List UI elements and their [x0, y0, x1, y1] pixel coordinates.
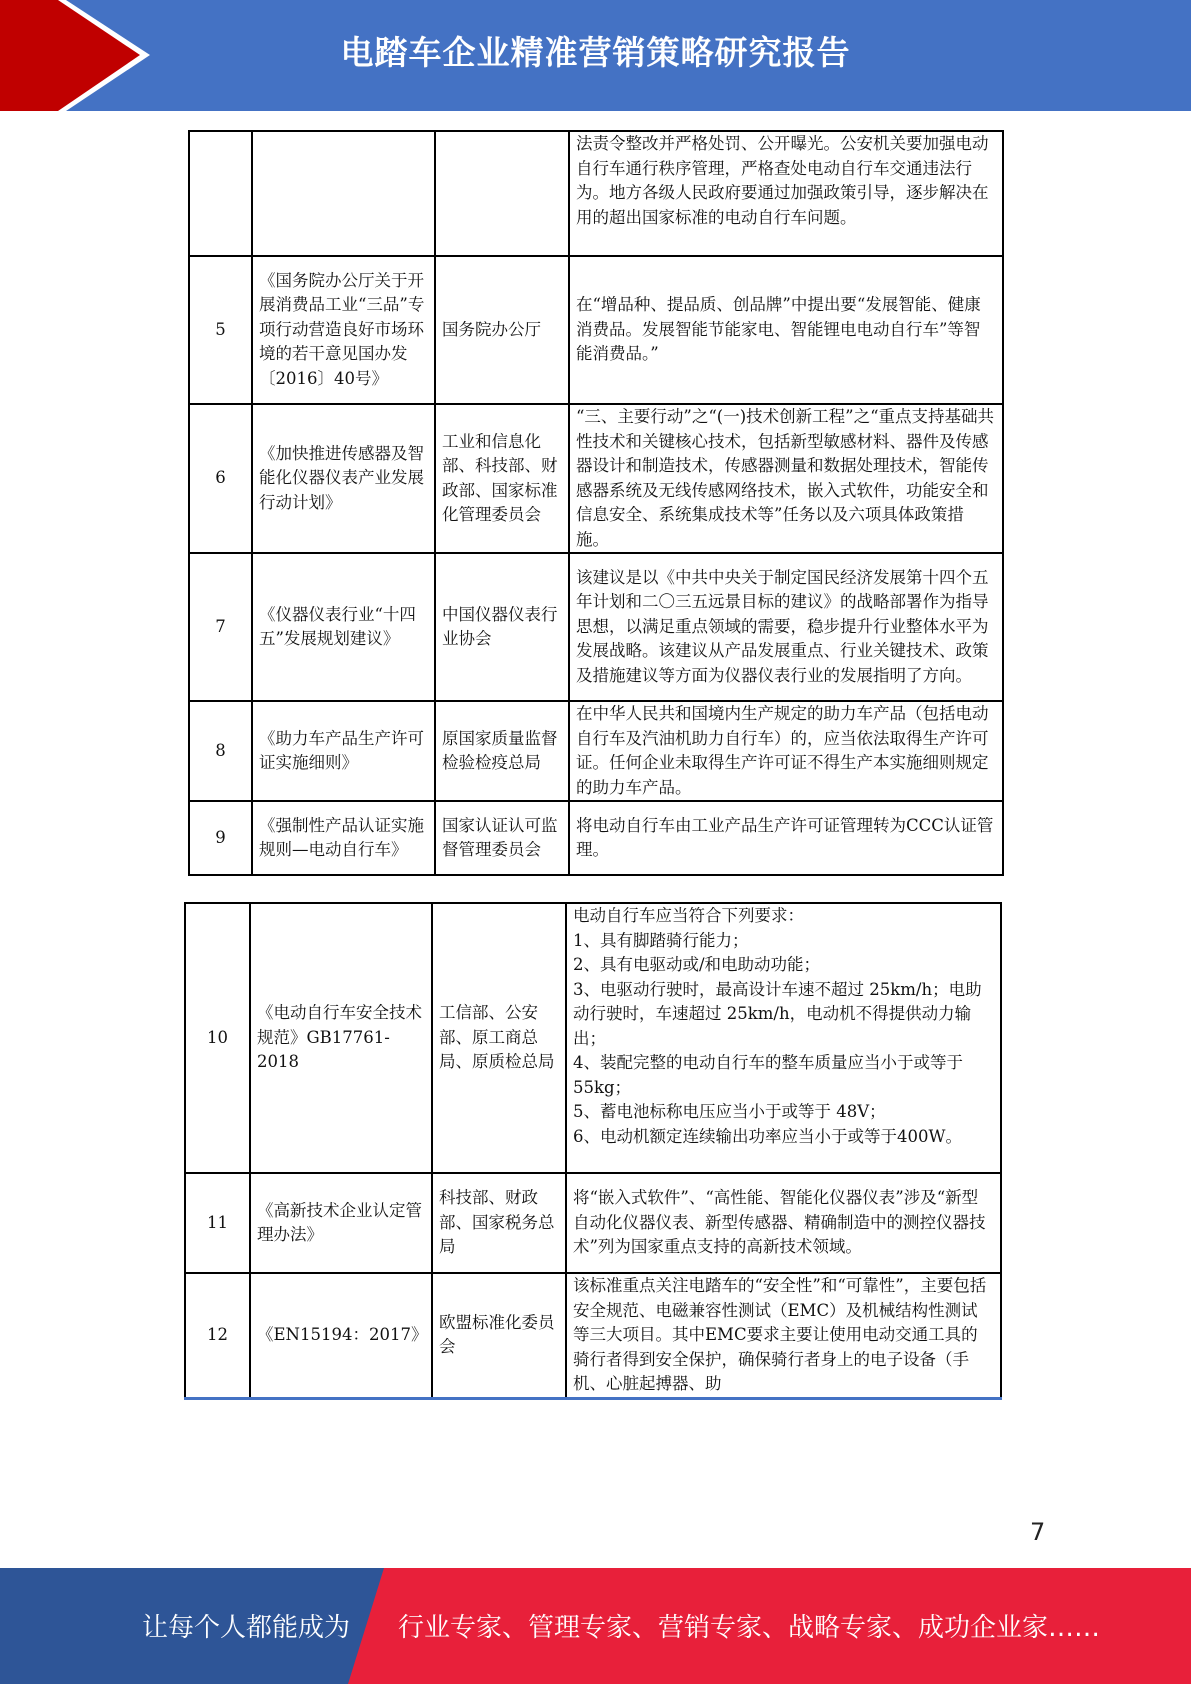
page-number: 7	[1030, 1518, 1046, 1546]
row-number: 5	[189, 256, 252, 404]
requirement-line: 3、电驱动行驶时，最高设计车速不超过 25km/h；电助动行驶时，车速超过 25km/h，电动机不得提供动力输出；	[573, 979, 982, 1048]
issuing-org: 国务院办公厅	[435, 256, 569, 404]
issuing-org: 欧盟标准化委员会	[432, 1273, 566, 1398]
policy-name: 《助力车产品生产许可证实施细则》	[252, 701, 435, 801]
footer-slogan-right: 行业专家、管理专家、营销专家、战略专家、成功企业家……	[398, 1613, 1101, 1643]
row-number: 9	[189, 801, 252, 875]
policy-name: 《电动自行车安全技术规范》GB17761-2018	[250, 903, 432, 1173]
policy-name	[252, 131, 435, 256]
page-footer	[0, 1568, 1191, 1684]
policy-content: 该标准重点关注电踏车的“安全性”和“可靠性”，主要包括安全规范、电磁兼容性测试（EMC）及机械结构性测试等三大项目。其中EMC要求主要让使用电动交通工具的骑行者得到安全保护，确保骑行者身上的电子设备（手机、心脏起搏器、助	[566, 1273, 1001, 1398]
policy-content: “三、主要行动”之“(一)技术创新工程”之“重点支持基础共性技术和关键核心技术，包括新型敏感材料、器件及传感器设计和制造技术，传感器测量和数据处理技术，智能传感器系统及无线传感网络技术，嵌入式软件，功能安全和信息安全、系统集成技术等”任务以及六项具体政策措施。	[569, 404, 1003, 553]
row-number: 10	[185, 903, 250, 1173]
policy-content	[566, 903, 1001, 1173]
requirement-line: 4、装配完整的电动自行车的整车质量应当小于或等于 55kg；	[573, 1053, 963, 1097]
table-row	[185, 1173, 1001, 1273]
table-row	[185, 1273, 1001, 1398]
row-number: 7	[189, 553, 252, 701]
requirement-line: 6、电动机额定连续输出功率应当小于或等于400W。	[573, 1126, 962, 1146]
policy-content: 法责令整改并严格处罚、公开曝光。公安机关要加强电动自行车通行秩序管理，严格查处电动自行车交通违法行为。地方各级人民政府要通过加强政策引导，逐步解决在用的超出国家标准的电动自行车问题。	[569, 131, 1003, 256]
policy-table-2	[184, 902, 1002, 1400]
issuing-org: 原国家质量监督检验检疫总局	[435, 701, 569, 801]
row-number: 12	[185, 1273, 250, 1398]
issuing-org: 国家认证认可监督管理委员会	[435, 801, 569, 875]
policy-content: 将“嵌入式软件”、“高性能、智能化仪器仪表”涉及“新型自动化仪器仪表、新型传感器、精确制造中的测控仪器技术”列为国家重点支持的高新技术领域。	[566, 1173, 1001, 1273]
table-row	[189, 131, 1003, 256]
policy-name: 《高新技术企业认定管理办法》	[250, 1173, 432, 1273]
policy-content: 在中华人民共和国境内生产规定的助力车产品（包括电动自行车及汽油机助力自行车）的，应当依法取得生产许可证。任何企业未取得生产许可证不得生产本实施细则规定的助力车产品。	[569, 701, 1003, 801]
table-row	[189, 701, 1003, 801]
requirement-line: 1、具有脚踏骑行能力；	[573, 930, 749, 950]
table-row	[189, 801, 1003, 875]
issuing-org: 工信部、公安部、原工商总局、原质检总局	[432, 903, 566, 1173]
policy-content: 该建议是以《中共中央关于制定国民经济发展第十四个五年计划和二〇三五远景目标的建议》的战略部署作为指导思想，以满足重点领域的需要，稳步提升行业整体水平为发展战略。该建议从产品发展重点、行业关键技术、政策及措施建议等方面为仪器仪表行业的发展指明了方向。	[569, 553, 1003, 701]
row-number: 8	[189, 701, 252, 801]
page-header	[0, 0, 1191, 111]
policy-content: 将电动自行车由工业产品生产许可证管理转为CCC认证管理。	[569, 801, 1003, 875]
policy-name: 《国务院办公厅关于开展消费品工业“三品”专项行动营造良好市场环境的若干意见国办发〔2016〕40号》	[252, 256, 435, 404]
policy-name: 《EN15194：2017》	[250, 1273, 432, 1398]
issuing-org: 工业和信息化部、科技部、财政部、国家标准化管理委员会	[435, 404, 569, 553]
policy-name: 《强制性产品认证实施规则—电动自行车》	[252, 801, 435, 875]
row-number	[189, 131, 252, 256]
issuing-org: 科技部、财政部、国家税务总局	[432, 1173, 566, 1273]
issuing-org: 中国仪器仪表行业协会	[435, 553, 569, 701]
policy-name: 《加快推进传感器及智能化仪器仪表产业发展行动计划》	[252, 404, 435, 553]
footer-slogan-left: 让每个人都能成为	[142, 1613, 351, 1643]
requirement-line: 电动自行车应当符合下列要求：	[573, 906, 804, 925]
policy-name: 《仪器仪表行业“十四五”发展规划建议》	[252, 553, 435, 701]
report-title: 电踏车企业精准营销策略研究报告	[340, 33, 851, 72]
requirement-line: 2、具有电驱动或/和电助动功能；	[573, 955, 821, 974]
policy-content: 在“增品种、提品质、创品牌”中提出要“发展智能、健康消费品。发展智能节能家电、智能锂电电动自行车”等智能消费品。”	[569, 256, 1003, 404]
policy-table-1	[188, 130, 1004, 876]
row-number: 11	[185, 1173, 250, 1273]
table-row	[189, 404, 1003, 553]
requirement-line: 5、蓄电池标称电压应当小于或等于 48V；	[573, 1102, 886, 1121]
issuing-org	[435, 131, 569, 256]
row-number: 6	[189, 404, 252, 553]
table-row	[189, 256, 1003, 404]
table-row	[185, 903, 1001, 1173]
table-row	[189, 553, 1003, 701]
